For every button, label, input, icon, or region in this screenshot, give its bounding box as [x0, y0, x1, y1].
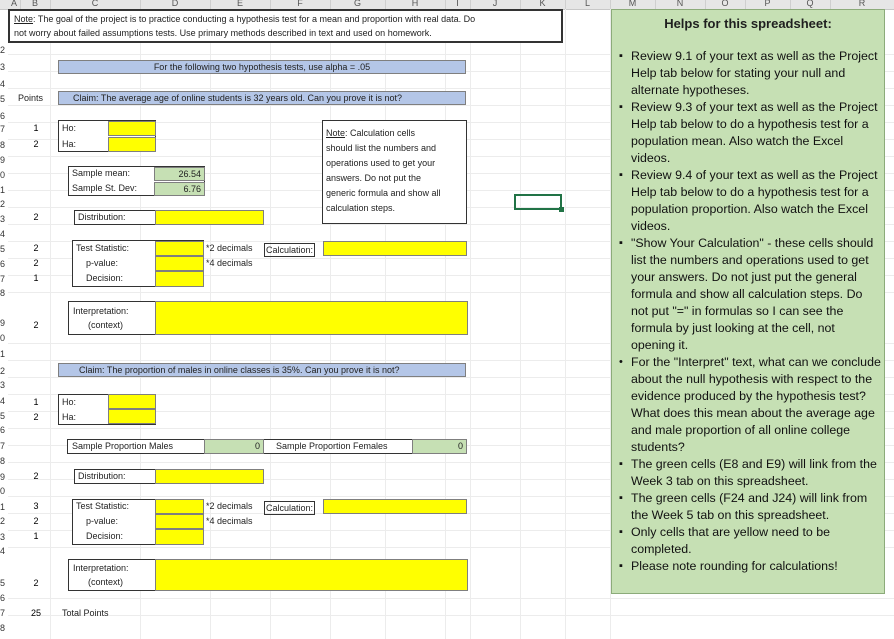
help-item: ▪ Review 9.4 of your text as well as the Project Help tab below to do a hypothesis test for a population proportion. Also watch the Excel videos. [631, 167, 881, 235]
row-number[interactable]: 8 [0, 140, 6, 150]
ha-label-1: Ha: [62, 139, 77, 149]
points-header: Points [18, 93, 44, 103]
sample-mean-label: Sample mean: [72, 168, 131, 178]
row-number[interactable]: 2 [0, 45, 6, 55]
interp-label-1: Interpretation: [73, 306, 129, 316]
row-number[interactable]: 1 [0, 502, 6, 512]
sample-mean-value: 26.54 [178, 169, 201, 179]
sample-sd-cell[interactable] [154, 182, 205, 196]
ha-points-2: 2 [33, 412, 39, 422]
ho-label-1: Ho: [62, 123, 77, 133]
row-number[interactable]: 7 [0, 608, 6, 618]
calculation-label-1: Calculation: [266, 245, 314, 255]
ts-points-1: 2 [33, 243, 39, 253]
help-item: ▪ The green cells (E8 and E9) will link from the Week 3 tab on this spreadsheet. [631, 456, 881, 490]
p-label-1: p-value: [86, 258, 119, 268]
row-number[interactable]: 1 [0, 349, 6, 359]
row-number[interactable]: 4 [0, 396, 6, 406]
alpha-banner[interactable] [58, 60, 466, 74]
ho-points-1: 1 [33, 123, 39, 133]
calc-note-line: operations used to get your [326, 158, 436, 168]
column-header-m[interactable]: M [610, 0, 656, 9]
calc-note-label: Note [326, 128, 346, 138]
distribution-label-1: Distribution: [78, 212, 126, 222]
ho-input-1[interactable] [108, 121, 156, 136]
sample-sd-label: Sample St. Dev: [72, 183, 138, 193]
dist-points-1: 2 [33, 212, 39, 222]
row-number[interactable]: 4 [0, 79, 6, 89]
row-number[interactable]: 6 [0, 259, 6, 269]
row-number[interactable]: 0 [0, 486, 6, 496]
ts-input-2[interactable] [155, 499, 204, 514]
row-number[interactable]: 3 [0, 214, 6, 224]
total-points-label: Total Points [62, 608, 109, 618]
decision-points-1: 1 [33, 273, 39, 283]
interp-points-1: 2 [33, 320, 39, 330]
row-number[interactable]: 7 [0, 441, 6, 451]
help-item: • For the "Interpret" text, what can we conclude about the null hypothesis with respect to the evidence produced by the hypothesis test? What does this mean about the average age and male proportion of all online college students? [631, 354, 881, 456]
row-number[interactable]: 4 [0, 229, 6, 239]
row-number[interactable]: 3 [0, 532, 6, 542]
distribution-label-2: Distribution: [78, 471, 126, 481]
distribution-input-2[interactable] [155, 469, 264, 484]
decision-label-2: Decision: [86, 531, 124, 541]
row-number[interactable]: 6 [0, 425, 6, 435]
claim-1-text: Claim: The average age of online students is 32 years old. Can you prove it is not? [73, 93, 403, 103]
p-label-2: p-value: [86, 516, 119, 526]
decision-label-1: Decision: [86, 273, 124, 283]
help-item: ▪ Review 9.1 of your text as well as the Project Help tab below for stating your null and alternate hypotheses. [631, 48, 881, 99]
note-text: : The goal of the project is to practice conducting a hypothesis test for a mean and proportion with real data. Do [33, 14, 476, 24]
row-number[interactable]: 2 [0, 199, 6, 209]
females-cell[interactable] [412, 439, 467, 454]
row-number[interactable]: 9 [0, 472, 6, 482]
dist-points-2: 2 [33, 471, 39, 481]
ho-input-2[interactable] [108, 394, 156, 409]
row-number[interactable]: 6 [0, 593, 6, 603]
column-header-k[interactable]: K [520, 0, 566, 9]
row-number[interactable]: 2 [0, 516, 6, 526]
ts-note-2: *2 decimals [206, 501, 253, 511]
note-text-line2: not worry about failed assumptions tests. Use primary methods described in text and used on homework. [14, 28, 432, 38]
total-points-value: 25 [30, 608, 41, 618]
alpha-banner-text: For the following two hypothesis tests, use alpha = .05 [153, 62, 371, 72]
help-list [616, 48, 881, 575]
calc-note-line: calculation steps. [326, 203, 396, 213]
help-item: ▪ "Show Your Calculation" - these cells should list the numbers and operations used to get your answers. Do not just put the general formula and show all calculation steps. Do not put "=" in formulas so I can see the formula by just looking at the cell, not opening it. [631, 235, 881, 354]
males-value: 0 [254, 441, 260, 451]
help-item: ▪ Review 9.3 of your text as well as the Project Help tab below to do a hypothesis test for a population mean. Also watch the Excel videos. [631, 99, 881, 167]
help-panel[interactable] [611, 9, 885, 594]
p-note-1: *4 decimals [206, 258, 253, 268]
column-header-c[interactable]: C [50, 0, 141, 9]
row-number[interactable]: 3 [0, 380, 6, 390]
ts-note-1: *2 decimals [206, 243, 253, 253]
row-number[interactable]: 8 [0, 623, 6, 633]
p-points-2: 2 [33, 516, 39, 526]
p-input-2[interactable] [155, 514, 204, 529]
row-number[interactable]: 1 [0, 185, 6, 195]
ha-input-1[interactable] [108, 137, 156, 152]
row-number[interactable]: 8 [0, 288, 6, 298]
males-cell[interactable] [204, 439, 264, 454]
column-header-p[interactable]: P [745, 0, 791, 9]
calculation-label-2: Calculation: [266, 503, 314, 513]
help-title: Helps for this spreadsheet: [664, 16, 832, 31]
selected-cell[interactable] [514, 194, 562, 210]
row-number[interactable]: 5 [0, 578, 6, 588]
row-number[interactable]: 5 [0, 411, 6, 421]
row-number[interactable]: 3 [0, 62, 6, 72]
row-number[interactable]: 4 [0, 546, 6, 556]
row-number[interactable]: 8 [0, 456, 6, 466]
column-header-l[interactable]: L [565, 0, 611, 9]
decision-input-1[interactable] [155, 271, 204, 287]
sample-sd-value: 6.76 [183, 184, 201, 194]
column-header-b[interactable]: B [20, 0, 51, 9]
column-header-f[interactable]: F [270, 0, 331, 9]
help-item: ▪ Only cells that are yellow need to be completed. [631, 524, 881, 558]
column-header-d[interactable]: D [140, 0, 211, 9]
ho-points-2: 1 [33, 397, 39, 407]
column-header-j[interactable]: J [470, 0, 521, 9]
column-header-r[interactable]: R [830, 0, 894, 9]
males-label: Sample Proportion Males [72, 441, 174, 451]
ha-input-2[interactable] [108, 409, 156, 424]
help-item: ▪ The green cells (F24 and J24) will link from the Week 5 tab on this spreadsheet. [631, 490, 881, 524]
help-item: ▪ Please note rounding for calculations! [631, 558, 881, 575]
claim-1-banner[interactable] [58, 91, 466, 105]
row-number[interactable]: 9 [0, 155, 6, 165]
decision-input-2[interactable] [155, 529, 204, 545]
column-header-q[interactable]: Q [790, 0, 831, 9]
column-header-n[interactable]: N [655, 0, 706, 9]
row-number[interactable]: 0 [0, 170, 6, 180]
interp-sub-1: (context) [88, 320, 124, 330]
row-number[interactable]: 5 [0, 244, 6, 254]
females-value: 0 [457, 441, 463, 451]
calculation-note-box[interactable] [322, 120, 467, 224]
calc-note-line: should list the numbers and [326, 143, 437, 153]
interpretation-input-1[interactable] [155, 301, 468, 335]
column-header-o[interactable]: O [705, 0, 746, 9]
calc-note-line: answers. Do not put the [326, 173, 422, 183]
p-note-2: *4 decimals [206, 516, 253, 526]
ha-label-2: Ha: [62, 412, 77, 422]
p-input-1[interactable] [155, 256, 204, 271]
calc-note-line: generic formula and show all [326, 188, 441, 198]
column-header-e[interactable]: E [210, 0, 271, 9]
ts-points-2: 3 [33, 501, 39, 511]
column-header-h[interactable]: H [385, 0, 446, 9]
row-number[interactable]: 2 [0, 366, 6, 376]
distribution-input-1[interactable] [155, 210, 264, 225]
ts-label-1: Test Statistic: [76, 243, 130, 253]
row-number[interactable]: 6 [0, 111, 6, 121]
column-header-a[interactable]: A [8, 0, 21, 9]
sample-mean-cell[interactable] [154, 167, 205, 181]
calculation-input-2[interactable] [323, 499, 467, 514]
row-number[interactable]: 7 [0, 274, 6, 284]
calc-note-line: : Calculation cells [345, 128, 416, 138]
ts-input-1[interactable] [155, 241, 204, 256]
row-number[interactable]: 5 [0, 94, 6, 104]
calculation-input-1[interactable] [323, 241, 467, 256]
interp-sub-2: (context) [88, 577, 124, 587]
column-header-g[interactable]: G [330, 0, 386, 9]
claim-2-banner[interactable] [58, 363, 466, 377]
p-points-1: 2 [33, 258, 39, 268]
interpretation-input-2[interactable] [155, 559, 468, 591]
females-label: Sample Proportion Females [276, 441, 388, 451]
ha-points-1: 2 [33, 139, 39, 149]
ho-label-2: Ho: [62, 397, 77, 407]
project-goal-note[interactable] [8, 9, 563, 43]
claim-2-text: Claim: The proportion of males in online classes is 35%. Can you prove it is not? [79, 365, 400, 375]
row-number[interactable]: 9 [0, 318, 6, 328]
column-header-i[interactable]: I [445, 0, 471, 9]
interp-points-2: 2 [33, 578, 39, 588]
note-label: Note [14, 14, 34, 24]
row-number[interactable]: 0 [0, 333, 6, 343]
interp-label-2: Interpretation: [73, 563, 129, 573]
decision-points-2: 1 [33, 531, 39, 541]
ts-label-2: Test Statistic: [76, 501, 130, 511]
row-number[interactable]: 7 [0, 124, 6, 134]
